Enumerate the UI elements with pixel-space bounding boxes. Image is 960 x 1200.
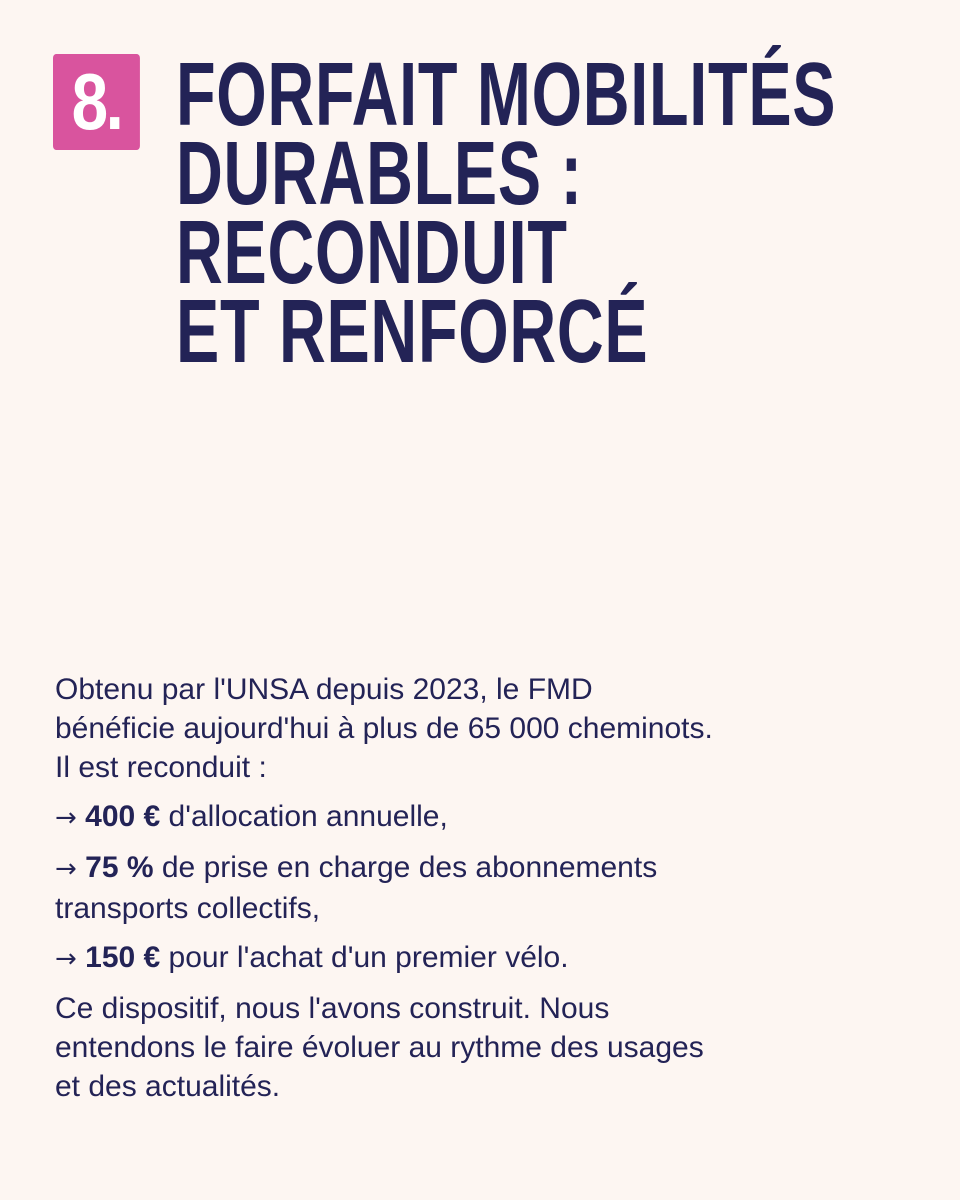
bullet-text: pour l'achat d'un premier vélo.: [160, 941, 569, 974]
title-line: ET RENFORCÉ: [176, 282, 649, 382]
intro-line: Il est reconduit :: [55, 751, 267, 784]
bullet-text-continued: transports collectifs,: [55, 892, 321, 925]
arrow-right-icon: →: [55, 944, 77, 974]
intro-line: Obtenu par l'UNSA depuis 2023, le FMD: [55, 673, 593, 706]
number-badge: 8.: [53, 54, 140, 150]
bullet-text: de prise en charge des abonnements: [153, 851, 658, 884]
bullet-highlight: 150 €: [85, 941, 161, 974]
intro-line: bénéficie aujourd'hui à plus de 65 000 cheminots.: [55, 712, 713, 745]
bullet-item: [55, 797, 905, 838]
body-text: [55, 670, 905, 1116]
conclusion-line: Ce dispositif, nous l'avons construit. Nous: [55, 992, 610, 1025]
title-line: DURABLES :: [176, 124, 583, 224]
bullet-item: [55, 938, 905, 979]
page-title: [176, 45, 837, 382]
bullet-highlight: 400 €: [85, 800, 161, 833]
bullet-highlight: 75 %: [85, 851, 154, 884]
arrow-right-icon: →: [55, 854, 77, 884]
conclusion-line: entendons le faire évoluer au rythme des usages: [55, 1031, 704, 1064]
intro-paragraph: [55, 670, 905, 787]
title-line: RECONDUIT: [176, 203, 568, 303]
bullet-text: d'allocation annuelle,: [160, 800, 448, 833]
arrow-right-icon: →: [55, 803, 77, 833]
conclusion-line: et des actualités.: [55, 1070, 281, 1103]
title-line: FORFAIT MOBILITÉS: [176, 45, 837, 145]
conclusion-paragraph: [55, 989, 905, 1106]
bullet-item: [55, 848, 905, 928]
